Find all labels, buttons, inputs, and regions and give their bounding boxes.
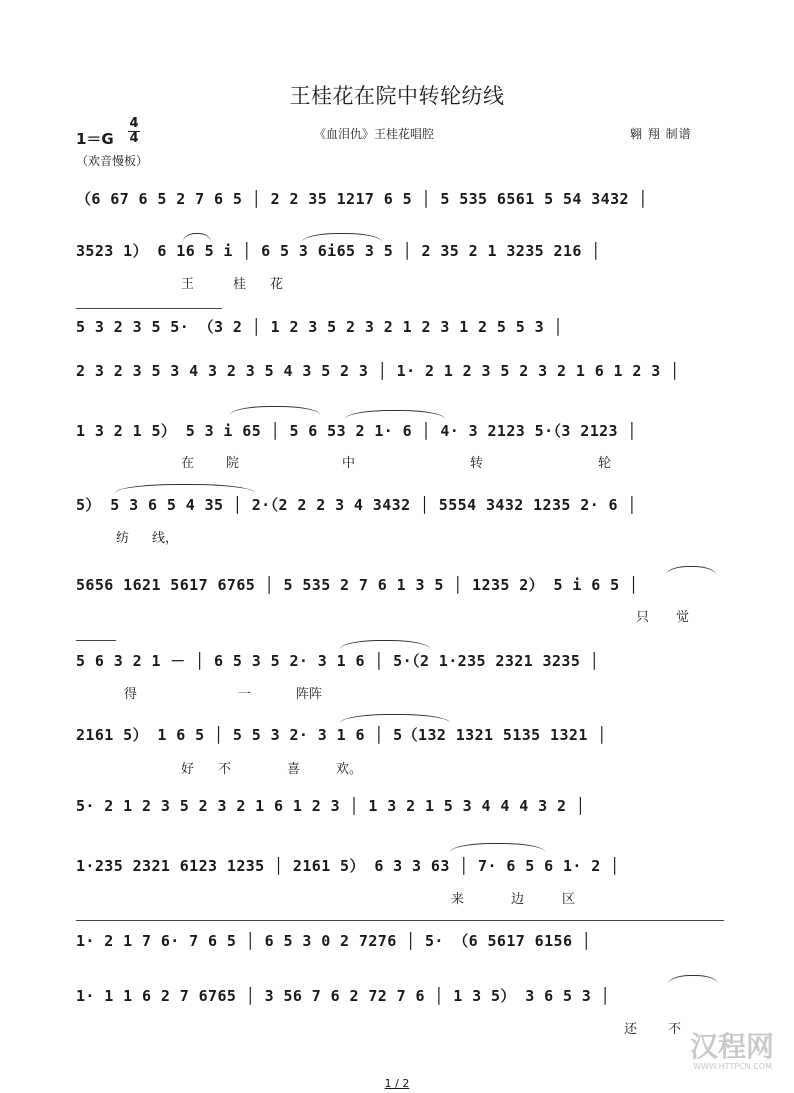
lyric: 来 xyxy=(451,892,465,907)
tie-line xyxy=(76,640,116,641)
lyric: 院 xyxy=(226,456,240,471)
slur xyxy=(183,233,211,242)
slur xyxy=(340,640,430,649)
lyric: 花 xyxy=(270,277,284,292)
lyric: 喜 xyxy=(287,762,301,777)
lyric: 转 xyxy=(470,456,484,471)
lyric: 中 xyxy=(342,456,356,471)
lyric: 一 xyxy=(238,687,252,702)
lyric: 还 xyxy=(624,1022,638,1037)
lyric: 轮 xyxy=(598,456,612,471)
lyric: 在 xyxy=(181,456,195,471)
staff-line-13: 1· 1 1 6 2 7 6765 │ 3 56 7 6 2 72 7 6 │ 1 3 5） 3 6 5 3 │ xyxy=(76,987,611,1005)
time-denominator: 4 xyxy=(129,131,139,146)
lyric: 线， xyxy=(152,531,179,546)
lyric: 区 xyxy=(562,892,576,907)
source-line: 《血泪仇》王桂花唱腔 xyxy=(314,127,435,141)
lyric: 阵阵 xyxy=(296,687,323,702)
staff-line-2: 3523 1） 6 16 5 i │ 6 5 3 6i65 3 5 │ 2 35 2 1 3235 216 │ xyxy=(76,242,601,260)
staff-line-7: 5656 1621 5617 6765 │ 5 535 2 7 6 1 3 5 │ 1235 2） 5 i 6 5 │ xyxy=(76,576,639,594)
slur xyxy=(345,410,445,419)
slur xyxy=(666,566,716,575)
staff-line-8: 5 6 3 2 1 － │ 6 5 3 5 2· 3 1 6 │ 5·（2 1·235 2321 3235 │ xyxy=(76,652,600,670)
lyric: 欢。 xyxy=(336,762,363,777)
staff-line-6: 5） 5 3 6 5 4 35 │ 2·（2 2 2 3 4 3432 │ 5554 3432 1235 2· 6 │ xyxy=(76,496,637,514)
lyric: 觉 xyxy=(676,610,690,625)
lyric: 王 xyxy=(181,277,195,292)
lyric: 纺 xyxy=(116,531,130,546)
song-title: 王桂花在院中转轮纺线 xyxy=(289,84,505,108)
lyric: 不 xyxy=(668,1022,682,1037)
tie-line xyxy=(76,308,222,309)
slur xyxy=(230,406,320,415)
lyric: 边 xyxy=(511,892,525,907)
time-signature xyxy=(128,118,140,145)
page-number-text: 1 / 2 xyxy=(384,1077,410,1090)
watermark-logo: 汉程网 xyxy=(689,1030,774,1063)
staff-line-4: 2 3 2 3 5 3 4 3 2 3 5 4 3 5 2 3 │ 1· 2 1 2 3 5 2 3 2 1 6 1 2 3 │ xyxy=(76,362,680,380)
watermark-url: WWW.HTTPCN.COM xyxy=(693,1062,772,1071)
slur xyxy=(340,714,450,723)
slur xyxy=(668,975,718,984)
slur xyxy=(115,484,255,493)
lyric: 得 xyxy=(124,687,138,702)
staff-line-5: 1 3 2 1 5） 5 3 i 65 │ 5 6 53 2 1· 6 │ 4· 3 2123 5·（3 2123 │ xyxy=(76,422,637,440)
staff-line-9: 2161 5） 1 6 5 │ 5 5 3 2· 3 1 6 │ 5（132 1321 5135 1321 │ xyxy=(76,726,607,744)
staff-line-3: 5 3 2 3 5 5· （3 2 │ 1 2 3 5 2 3 2 1 2 3 1 2 5 5 3 │ xyxy=(76,318,563,336)
page-number xyxy=(0,1077,794,1090)
slur xyxy=(302,233,382,242)
staff-line-10: 5· 2 1 2 3 5 2 3 2 1 6 1 2 3 │ 1 3 2 1 5 3 4 4 4 3 2 │ xyxy=(76,797,586,815)
arranger: 翱 翔 制谱 xyxy=(630,127,692,141)
staff-line-12: 1· 2 1 7 6· 7 6 5 │ 6 5 3 0 2 7276 │ 5· （6 5617 6156 │ xyxy=(76,932,592,950)
time-numerator: 4 xyxy=(129,116,139,131)
lyric: 好 xyxy=(181,762,195,777)
tempo-marking: （欢音慢板） xyxy=(76,154,149,168)
staff-line-1: （6 67 6 5 2 7 6 5 │ 2 2 35 1217 6 5 │ 5 535 6561 5 54 3432 │ xyxy=(76,190,648,208)
lyric: 不 xyxy=(218,762,232,777)
key-signature: 1＝G xyxy=(76,130,114,148)
staff-line-11: 1·235 2321 6123 1235 │ 2161 5） 6 3 3 63 │ 7· 6 5 6 1· 2 │ xyxy=(76,857,620,875)
lyric: 只 xyxy=(636,610,650,625)
tie-line xyxy=(76,920,724,921)
lyric: 桂 xyxy=(233,277,247,292)
slur xyxy=(450,843,545,852)
